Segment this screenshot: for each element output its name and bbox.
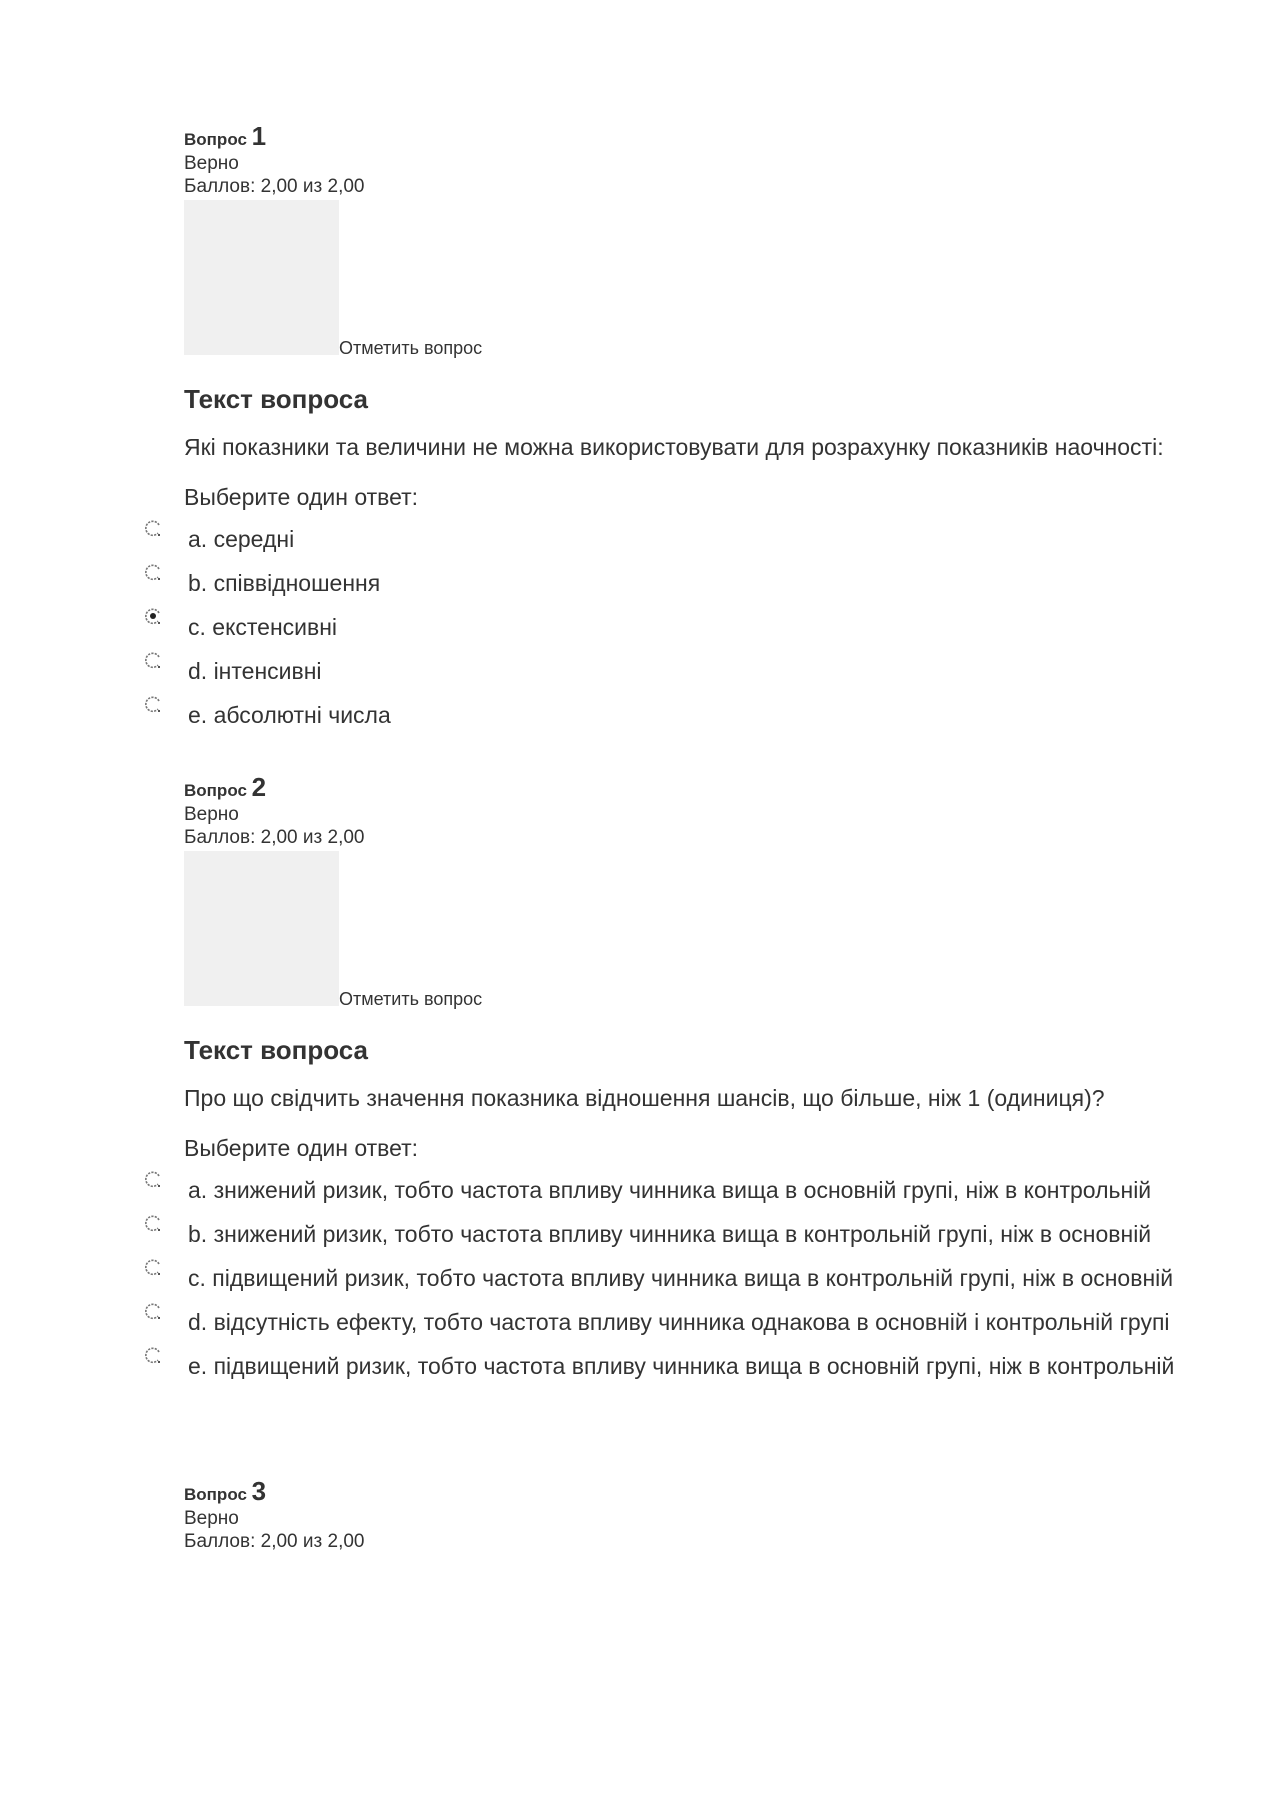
radio-unchecked-icon[interactable]: [144, 1258, 162, 1276]
question-1: [184, 121, 1184, 745]
answer-text: d. відсутність ефекту, тобто частота впливу чинника однакова в основній і контрольній групі: [188, 1309, 1170, 1335]
flag-question[interactable]: [184, 200, 1184, 357]
answer-option-b[interactable]: [184, 569, 1188, 597]
question-text: Які показники та величини не можна використовувати для розрахунку показників наочності:: [184, 434, 1164, 460]
answer-text: d. інтенсивні: [188, 658, 322, 684]
radio-unchecked-icon[interactable]: [144, 695, 162, 713]
answer-text: b. знижений ризик, тобто частота впливу чинника вища в контрольній групі, ніж в основній: [188, 1221, 1152, 1247]
question-3: [184, 1476, 1184, 1553]
answer-text: e. підвищений ризик, тобто частота впливу чинника вища в основній групі, ніж в контрольній: [188, 1353, 1175, 1379]
question-text-heading: Текст вопроса: [184, 1035, 369, 1065]
radio-unchecked-icon[interactable]: [144, 1214, 162, 1232]
radio-unchecked-icon[interactable]: [144, 1346, 162, 1364]
question-text: Про що свідчить значення показника відношення шансів, що більше, ніж 1 (одиниця)?: [184, 1085, 1105, 1111]
question-grade: Баллов: 2,00 из 2,00: [184, 827, 365, 848]
answer-prompt: Выберите один ответ:: [184, 1135, 419, 1161]
question-header: [184, 121, 1184, 152]
answer-prompt: Выберите один ответ:: [184, 484, 419, 510]
answer-option-b[interactable]: [184, 1220, 1188, 1248]
flag-question-label[interactable]: Отметить вопрос: [339, 989, 483, 1009]
flag-question-label[interactable]: Отметить вопрос: [339, 338, 483, 358]
answer-option-a[interactable]: [184, 1176, 1188, 1204]
flag-icon[interactable]: [184, 851, 339, 1006]
answer-text: c. екстенсивні: [188, 614, 338, 640]
question-grade: Баллов: 2,00 из 2,00: [184, 176, 365, 197]
answer-text: b. співвідношення: [188, 570, 381, 596]
question-header: [184, 1476, 1184, 1507]
radio-checked-icon[interactable]: [144, 607, 162, 625]
question-state: Верно: [184, 804, 239, 825]
flag-question[interactable]: [184, 851, 1184, 1008]
answer-option-c[interactable]: [184, 1264, 1188, 1292]
answer-option-e[interactable]: [184, 1352, 1188, 1380]
answer-option-c[interactable]: [184, 613, 1188, 641]
question-label: Вопрос: [184, 781, 247, 800]
question-state: Верно: [184, 153, 239, 174]
question-2: [184, 772, 1184, 1396]
answer-option-a[interactable]: [184, 525, 1188, 553]
radio-unchecked-icon[interactable]: [144, 563, 162, 581]
question-state: Верно: [184, 1508, 239, 1529]
question-number: 1: [251, 121, 267, 151]
question-number: 3: [251, 1476, 267, 1506]
answer-text: e. абсолютні числа: [188, 702, 391, 728]
question-text-heading: Текст вопроса: [184, 384, 369, 414]
question-grade: Баллов: 2,00 из 2,00: [184, 1531, 365, 1552]
question-label: Вопрос: [184, 1485, 247, 1504]
answer-text: a. знижений ризик, тобто частота впливу чинника вища в основній групі, ніж в контрольній: [188, 1177, 1152, 1203]
answer-text: a. середні: [188, 526, 295, 552]
question-number: 2: [251, 772, 267, 802]
answer-list: [184, 525, 1184, 729]
radio-unchecked-icon[interactable]: [144, 1170, 162, 1188]
answer-list: [184, 1176, 1184, 1380]
radio-unchecked-icon[interactable]: [144, 519, 162, 537]
answer-option-e[interactable]: [184, 701, 1188, 729]
radio-unchecked-icon[interactable]: [144, 1302, 162, 1320]
answer-text: c. підвищений ризик, тобто частота впливу чинника вища в контрольній групі, ніж в основній: [188, 1265, 1174, 1291]
radio-unchecked-icon[interactable]: [144, 651, 162, 669]
flag-icon[interactable]: [184, 200, 339, 355]
answer-option-d[interactable]: [184, 1308, 1188, 1336]
question-header: [184, 772, 1184, 803]
question-label: Вопрос: [184, 130, 247, 149]
answer-option-d[interactable]: [184, 657, 1188, 685]
